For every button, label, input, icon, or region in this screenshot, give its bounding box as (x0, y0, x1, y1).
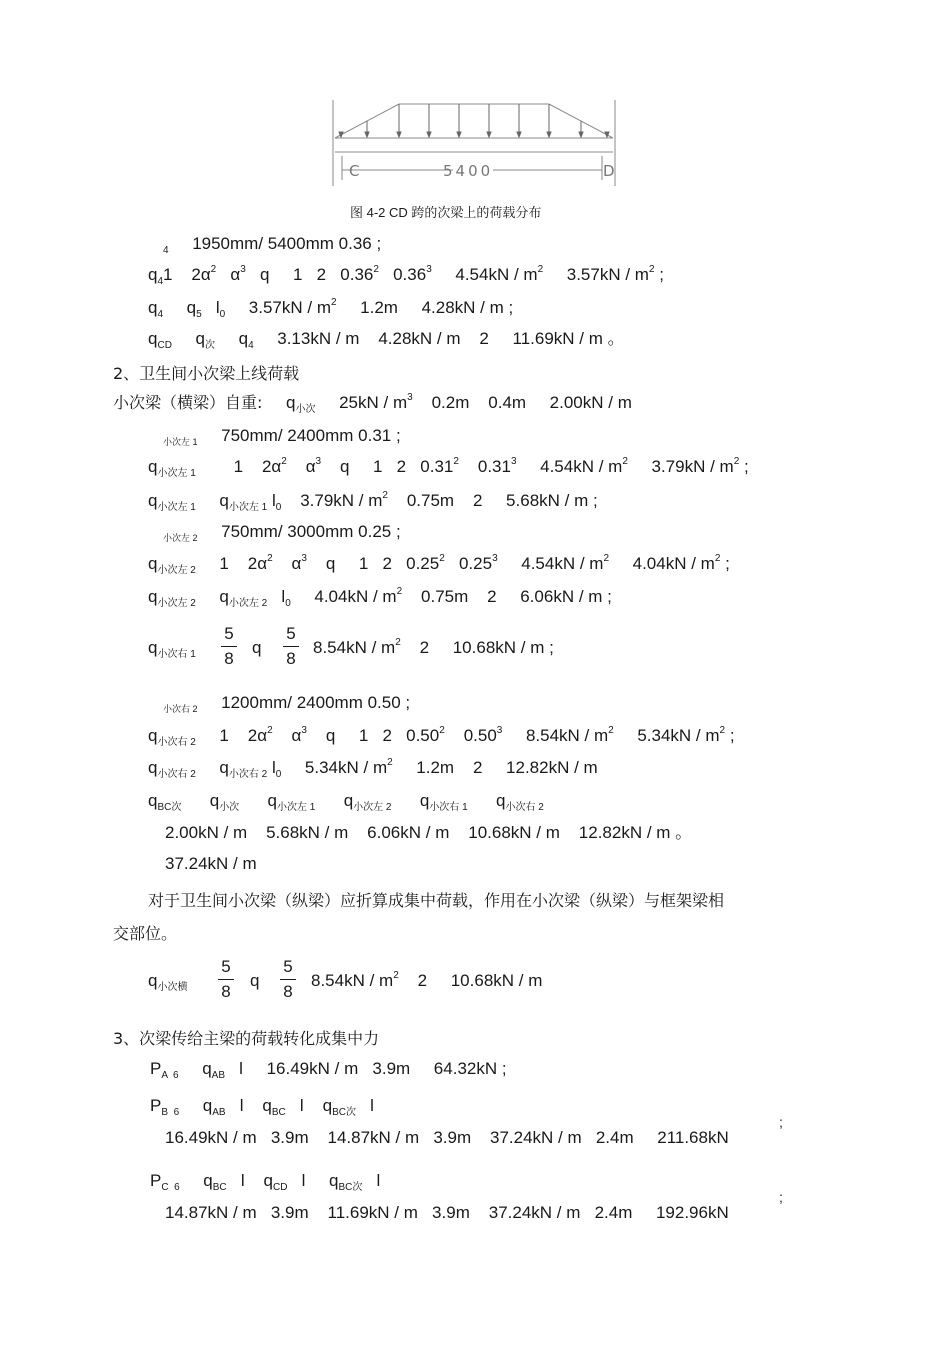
formula-q4-line-load: $q_4$ $q_5$ $l_0$ $3.57kN / m^2$ 1.2m 4.28kN / m ; (148, 297, 514, 320)
formula-qcd-total: $q_{CD}$ $q_次$ $q_4$ 3.13kN / m 4.28kN / m 2 11.69kN / m 。 (148, 329, 625, 351)
load-arrow-head (457, 132, 461, 137)
formula-q-right1-q: q (252, 638, 262, 657)
formula-q-transverse-q: q (250, 971, 260, 990)
trapezoid-load-diagram (331, 100, 617, 186)
fraction-five-eighths-1: 5 8 (221, 623, 237, 670)
formula-q-left2-equivalent: $q_{小次左 2}$ 1 $2\alpha^2$ $\alpha^3$ q 1 2 0.25$^2$ 0.25$^3$ $4.54kN / m^2$ $4.04kN / m^2$ ; (148, 553, 730, 576)
formula-pc-semicolon: ; (779, 1189, 783, 1205)
formula-q4-equivalent: $q_41$ $2\alpha^2$ $\alpha^3$ q 1 2 0.36$^2$ 0.36$^3$ $4.54kN / m^2$ $3.57kN / m^2$ ; (148, 264, 664, 287)
formula-pa: $P_{A 6}$ $q_{AB}$ l 16.49kN / m 3.9m 64.32kN ; (150, 1059, 507, 1081)
paragraph-line-2: 交部位。 (113, 924, 178, 943)
fraction-five-eighths-2: 5 8 (283, 623, 299, 670)
load-arrow-head (427, 132, 431, 137)
span-dimension-label: 5400 (443, 162, 494, 180)
formula-q-transverse-result: $8.54kN / m^2$ 2 10.68kN / m (311, 970, 543, 990)
fraction-five-eighths-4: 5 8 (280, 956, 296, 1003)
formula-qbc-sum-values: 2.00kN / m 5.68kN / m 6.06kN / m 10.68kN / m 12.82kN / m 。 (165, 823, 693, 842)
formula-alpha-left1: $_{小次左 1}$ 750mm/ 2400mm 0.31 ; (163, 426, 401, 447)
figure-caption: 图 4-2 CD 跨的次梁上的荷载分布 (350, 205, 542, 220)
formula-pb-semicolon: ; (779, 1114, 783, 1130)
formula-q-left1-equivalent: $q_{小次左 1}$ 1 $2\alpha^2$ $\alpha^3$ q 1 2 0.31$^2$ 0.31$^3$ $4.54kN / m^2$ $3.79kN / m^2$ ; (148, 456, 749, 479)
formula-alpha-left2: $_{小次左 2}$ 750mm/ 3000mm 0.25 ; (163, 522, 401, 543)
load-arrow-head (365, 132, 369, 137)
formula-alpha-cd: $_4$ 1950mm/ 5400mm 0.36 ; (163, 234, 382, 256)
load-arrow-head (517, 132, 521, 137)
load-distribution-figure (331, 100, 617, 186)
formula-qbc-sum-terms: $q_{BC次}$ $q_{小次}$ $q_{小次左 1}$ $q_{小次左 2}$ $q_{小次右 1}$ $q_{小次右 2}$ (148, 791, 544, 813)
paragraph-line-1: 对于卫生间小次梁（纵梁）应折算成集中荷载，作用在小次梁（纵梁）与框架梁相 (148, 891, 725, 910)
formula-pb-values: 16.49kN / m 3.9m 14.87kN / m 3.9m 37.24kN / m 2.4m 211.68kN (165, 1128, 729, 1147)
load-arrow-head (547, 132, 551, 137)
formula-alpha-right2: $_{小次右 2}$ 1200mm/ 2400mm 0.50 ; (163, 693, 411, 714)
formula-q-left2-line-load: $q_{小次左 2}$ $q_{小次左 2}$ $l_0$ $4.04kN / m^2$ 0.75m 2 6.06kN / m ; (148, 586, 612, 609)
formula-pc-terms: $P_{C 6}$ $q_{BC}$ l $q_{CD}$ l $q_{BC次}$ l (150, 1171, 381, 1193)
left-support-label: C (349, 162, 360, 180)
section-heading-3: 3、次梁传给主梁的荷载转化成集中力 (113, 1029, 380, 1048)
formula-q-right1-label: $q_{小次右 1}$ (148, 638, 196, 660)
load-arrow-head (397, 132, 401, 137)
formula-qbc-result: 37.24kN / m (165, 854, 257, 873)
formula-pc-values: 14.87kN / m 3.9m 11.69kN / m 3.9m 37.24kN / m 2.4m 192.96kN (165, 1203, 729, 1222)
load-arrow-head (487, 132, 491, 137)
load-arrow-head (579, 132, 583, 137)
formula-q-left1-line-load: $q_{小次左 1}$ $q_{小次左 1}$ $l_0$ $3.79kN / m^2$ 0.75m 2 5.68kN / m ; (148, 490, 598, 513)
section-heading-2: 2、卫生间小次梁上线荷载 (113, 364, 300, 383)
formula-q-transverse-label: $q_{小次横}$ (148, 971, 188, 993)
load-arrow-head (339, 132, 343, 137)
formula-small-beam-selfweight: 小次梁（横梁）自重: $q_{小次}$ $25kN / m^3$ 0.2m 0.4m 2.00kN / m (113, 392, 632, 415)
load-arrow-head (605, 132, 609, 137)
fraction-five-eighths-3: 5 8 (218, 956, 234, 1003)
right-support-label: D (603, 162, 615, 180)
formula-q-right1-result: $8.54kN / m^2$ 2 10.68kN / m ; (313, 637, 554, 657)
formula-q-right2-line-load: $q_{小次右 2}$ $q_{小次右 2}$ $l_0$ $5.34kN / m^2$ 1.2m 2 12.82kN / m (148, 757, 598, 780)
formula-pb-terms: $P_{B 6}$ $q_{AB}$ l $q_{BC}$ l $q_{BC次}$ l (150, 1096, 374, 1118)
formula-q-right2-equivalent: $q_{小次右 2}$ 1 $2\alpha^2$ $\alpha^3$ q 1 2 0.50$^2$ 0.50$^3$ $8.54kN / m^2$ $5.34kN / m^2$ ; (148, 725, 735, 748)
